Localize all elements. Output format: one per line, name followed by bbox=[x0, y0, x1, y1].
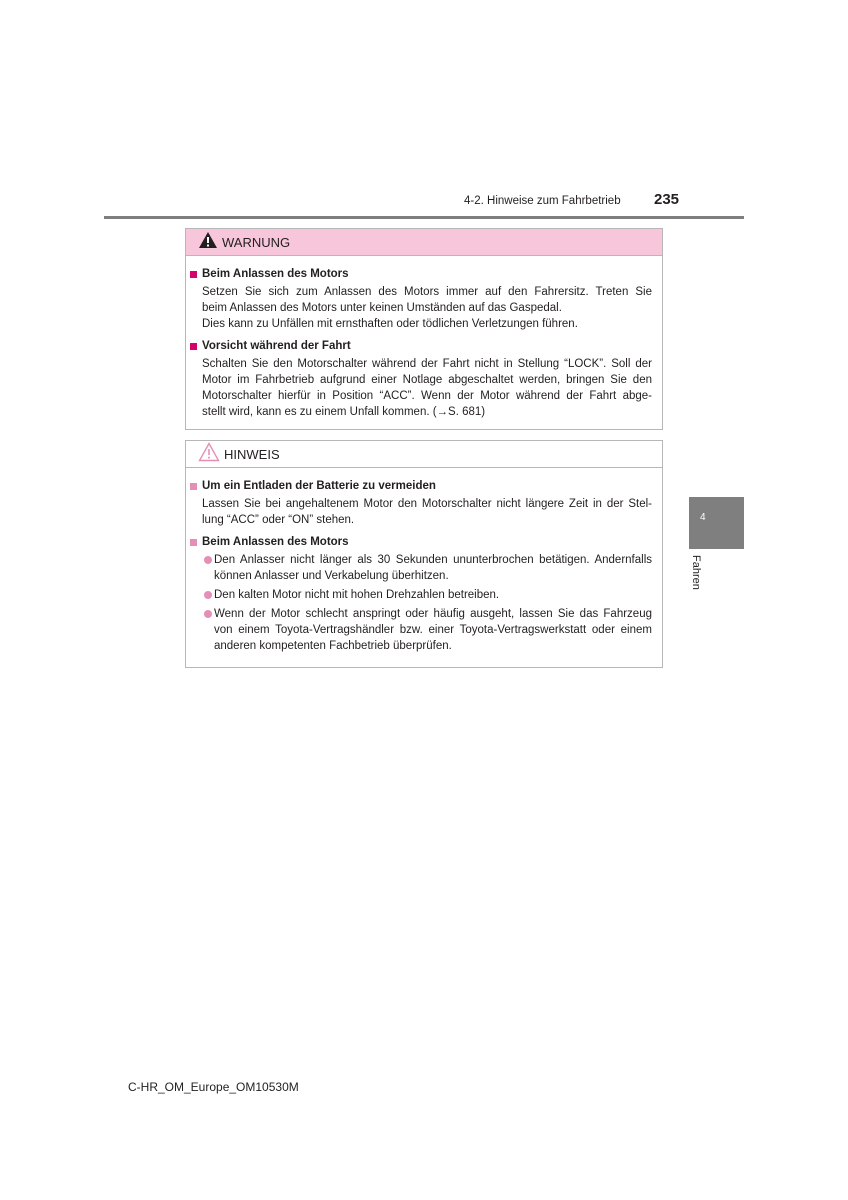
note-label: HINWEIS bbox=[224, 446, 280, 462]
chapter-number: 4 bbox=[700, 512, 706, 523]
chapter-label: Fahren bbox=[690, 555, 702, 590]
section-title: 4-2. Hinweise zum Fahrbetrieb bbox=[464, 195, 621, 207]
chapter-tab bbox=[689, 497, 744, 549]
circle-bullet-icon bbox=[204, 556, 212, 564]
circle-bullet-icon bbox=[204, 591, 212, 599]
note-header bbox=[186, 441, 662, 468]
list-item: Den kalten Motor nicht mit hohen Drehzahlen betreiben. bbox=[190, 587, 652, 603]
warning-label: WARNUNG bbox=[222, 234, 291, 250]
note-item-text: Lassen Sie bei angehaltenem Motor den Motorschalter nicht längere Zeit in der Stel- lung “ACC” oder “ON” stehen. bbox=[202, 498, 652, 526]
caution-triangle-icon bbox=[198, 442, 220, 467]
page-number: 235 bbox=[654, 191, 680, 208]
warning-item-text: Setzen Sie sich zum Anlassen des Motors immer auf den Fahrersitz. Treten Sie beim Anlassen des Motors unter keinen Umständen auf das Gaspedal. Dies kann zu Unfällen mit ernsthaften oder tödlichen Verletzungen führen. bbox=[202, 286, 652, 330]
list-item: Wenn der Motor schlecht anspringt oder häufig ausgeht, lassen Sie das Fahrzeug von einem Toyota-Vertragshändler bzw. einer Toyota-Vertragswerkstatt oder einem anderen kompetenten Fachbetrieb überprüfen. bbox=[190, 606, 652, 654]
square-bullet-icon bbox=[190, 539, 197, 546]
circle-bullet-icon bbox=[204, 610, 212, 618]
note-box bbox=[185, 440, 663, 668]
header-rule bbox=[104, 216, 744, 219]
list-item: Den Anlasser nicht länger als 30 Sekunden ununterbrochen betätigen. Andernfalls können Anlasser und Verkabelung überhitzen. bbox=[190, 552, 652, 584]
warning-triangle-icon bbox=[198, 231, 218, 254]
note-item-title: Beim Anlassen des Motors bbox=[190, 534, 652, 550]
warning-item-text: Schalten Sie den Motorschalter während der Fahrt nicht in Stellung “LOCK”. Soll der Motor im Fahrbetrieb aufgrund einer Notlage abgeschaltet werden, bringen Sie den Motorschalter hierfür in Position “ACC”. Wenn der Motor während der Fahrt abge- stellt wird, kann es zu einem Unfall kommen. (→S. 681) bbox=[202, 358, 652, 418]
square-bullet-icon bbox=[190, 483, 197, 490]
warning-box bbox=[185, 228, 663, 430]
warning-header bbox=[186, 229, 662, 256]
note-item-title: Um ein Entladen der Batterie zu vermeiden bbox=[190, 478, 652, 494]
document-code: C-HR_OM_Europe_OM10530M bbox=[128, 1080, 299, 1094]
square-bullet-icon bbox=[190, 343, 197, 350]
warning-item-title: Beim Anlassen des Motors bbox=[190, 266, 652, 282]
warning-item-title: Vorsicht während der Fahrt bbox=[190, 338, 652, 354]
square-bullet-icon bbox=[190, 271, 197, 278]
